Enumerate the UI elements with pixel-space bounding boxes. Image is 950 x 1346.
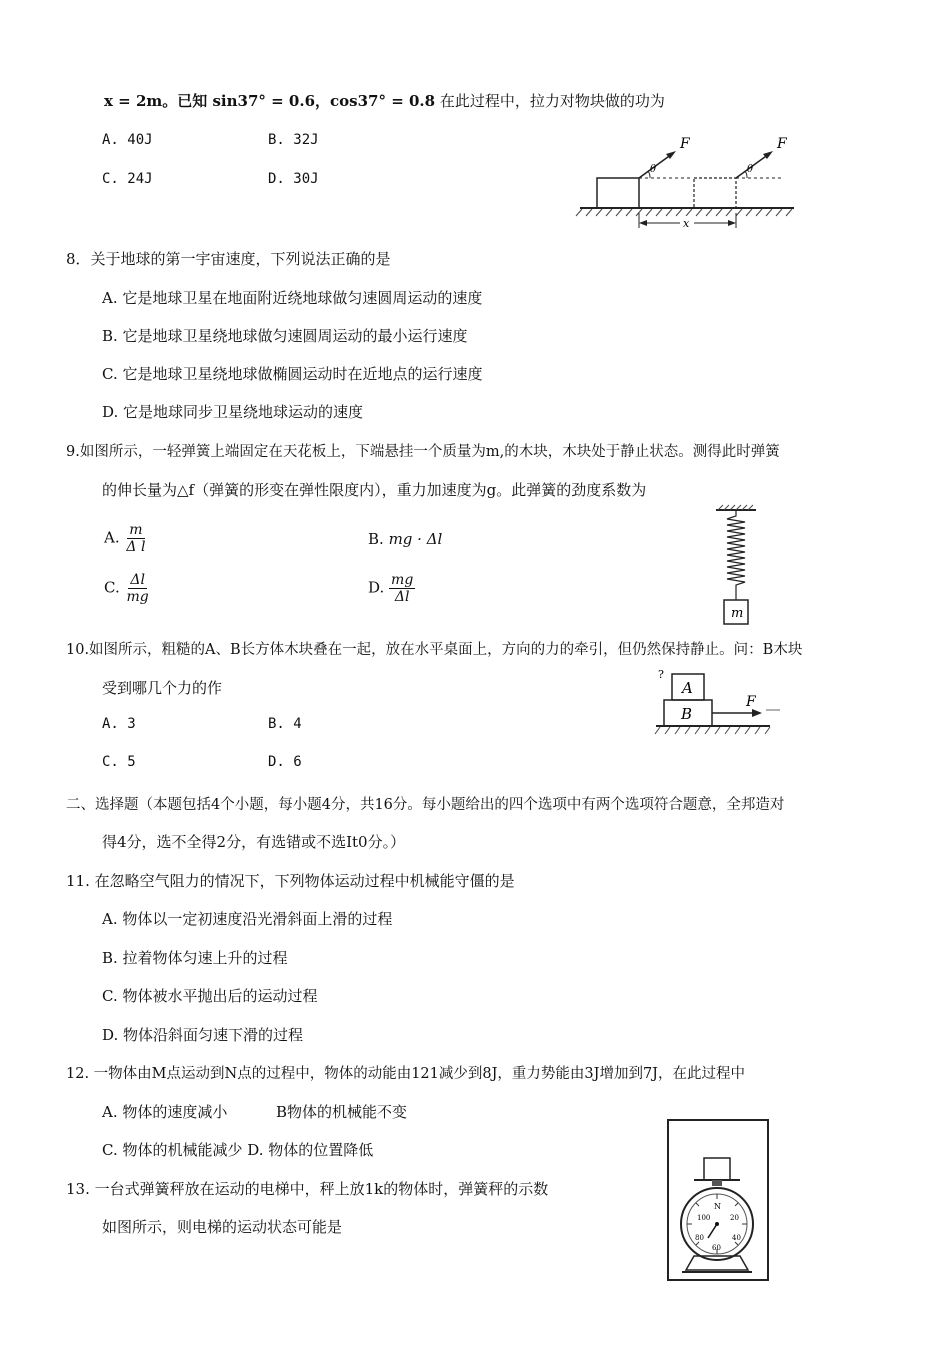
q8-stem: 8．关于地球的第一宇宙速度，下列说法正确的是 [66,250,391,268]
q7-block-start [597,178,639,208]
q10-block-b-label: B [681,705,693,723]
q7-force-label: F [680,136,690,152]
q7-disp-label: x [683,217,690,230]
q7-given-formula: x = 2m。已知 sin37° = 0.6，cos37° = 0.8 在此过程中，拉力对物块做的功为 [104,92,665,110]
q7-angle-label: θ [650,164,657,175]
q13-stem-line2: 如图所示，则电梯的运动状态可能是 [102,1218,343,1236]
q10-force-label: F [746,694,756,710]
q7-angle-label-2: θ [747,164,754,175]
q8-option-c: C. 它是地球卫星绕地球做椭圆运动时在近地点的运行速度 [102,365,483,383]
q9-option-c: C. $\frac{\Delta l}{mg}$ [104,572,149,606]
q10-blocks-figure [652,664,784,736]
q10-stem-line2: 受到哪几个力的作 [102,679,223,697]
q10-option-b: B. 4 [268,716,302,732]
q12-option-cd: C. 物体的机械能减少 D. 物体的位置降低 [102,1141,374,1159]
q7-block-end [694,178,736,208]
q10-option-d: D. 6 [268,754,302,770]
q9-spring-figure [710,504,762,628]
q13-dial-20: 20 [730,1214,739,1222]
q7-option-d: D. 30J [268,171,319,187]
section2-instructions-line2: 得4分，选不全得2分，有选错或不选It0分。） [102,833,406,851]
q11-option-b: B. 拉着物体匀速上升的过程 [102,949,288,967]
q9-stem-line1: 9.如图所示，一轻弹簧上端固定在天花板上，下端悬挂一个质量为m,的木块，木块处于静止状态。测得此时弹簧 [66,444,780,460]
q10-option-a: A. 3 [102,716,136,732]
q13-stem-line1: 13. 一台式弹簧秤放在运动的电梯中，秤上放1k的物体时，弹簧秤的示数 [66,1180,549,1198]
q13-dial-n: N [714,1202,721,1211]
q7-figure [572,128,802,238]
q13-dial-80: 80 [695,1234,704,1242]
q11-option-a: A. 物体以一定初速度沿光滑斜面上滑的过程 [102,910,393,928]
q11-option-d: D. 物体沿斜面匀速下滑的过程 [102,1026,304,1044]
q9-option-d: D. $\frac{mg}{\Delta l}$ [368,572,414,606]
q13-dial-40: 40 [732,1234,741,1242]
q13-dial-needle [708,1224,717,1238]
q13-dial-100: 100 [697,1214,711,1222]
q10-question-mark: ? [658,668,664,681]
q9-option-b: B. mg · Δl [368,530,443,548]
q9-mass-label: m [731,606,744,621]
q12-option-a: A. 物体的速度减小 [102,1103,228,1121]
q10-stem-line1: 10.如图所示，粗糙的A、B长方体木块叠在一起，放在水平桌面上，方向的力的牵引，但仍然保持静止。问：B木块 [66,642,803,658]
q8-option-a: A. 它是地球卫星在地面附近绕地球做匀速圆周运动的速度 [102,289,483,307]
q11-stem: 11. 在忽略空气阻力的情况下，下列物体运动过程中机械能守僵的是 [66,872,515,890]
q10-block-a-label: A [682,679,693,697]
q13-object [704,1158,730,1180]
q11-option-c: C. 物体被水平抛出后的运动过程 [102,987,318,1005]
q8-option-d: D. 它是地球同步卫星绕地球运动的速度 [102,403,364,421]
section2-instructions-line1: 二、选择题（本题包括4个小题，每小题4分，共16分。每小题给出的四个选项中有两个选项符合题意，全邦造对 [66,797,785,813]
q12-option-b: B物体的机械能不变 [276,1103,408,1121]
q13-dial-60: 60 [712,1244,721,1252]
q9-stem-line2: 的伸长量为△f（弹簧的形变在弹性限度内），重力加速度为g。此弹簧的劲度系数为 [102,481,647,499]
q12-stem: 12. 一物体由M点运动到N点的过程中，物体的动能由121减少到8J，重力势能由3J增加到7J，在此过程中 [66,1066,745,1082]
q10-option-c: C. 5 [102,754,136,770]
q8-option-b: B. 它是地球卫星绕地球做匀速圆周运动的最小运行速度 [102,327,468,345]
q7-force-label-2: F [777,136,787,152]
q13-scale-figure [664,1116,774,1284]
q7-option-c: C. 24J [102,171,153,187]
q7-option-a: A. 40J [102,132,153,148]
q9-option-a: A. $\frac{m}{\text{Δ l}}$ [104,522,146,556]
q7-option-b: B. 32J [268,132,319,148]
q7-stem-tail: 在此过程中，拉力对物块做的功为 [439,92,665,110]
